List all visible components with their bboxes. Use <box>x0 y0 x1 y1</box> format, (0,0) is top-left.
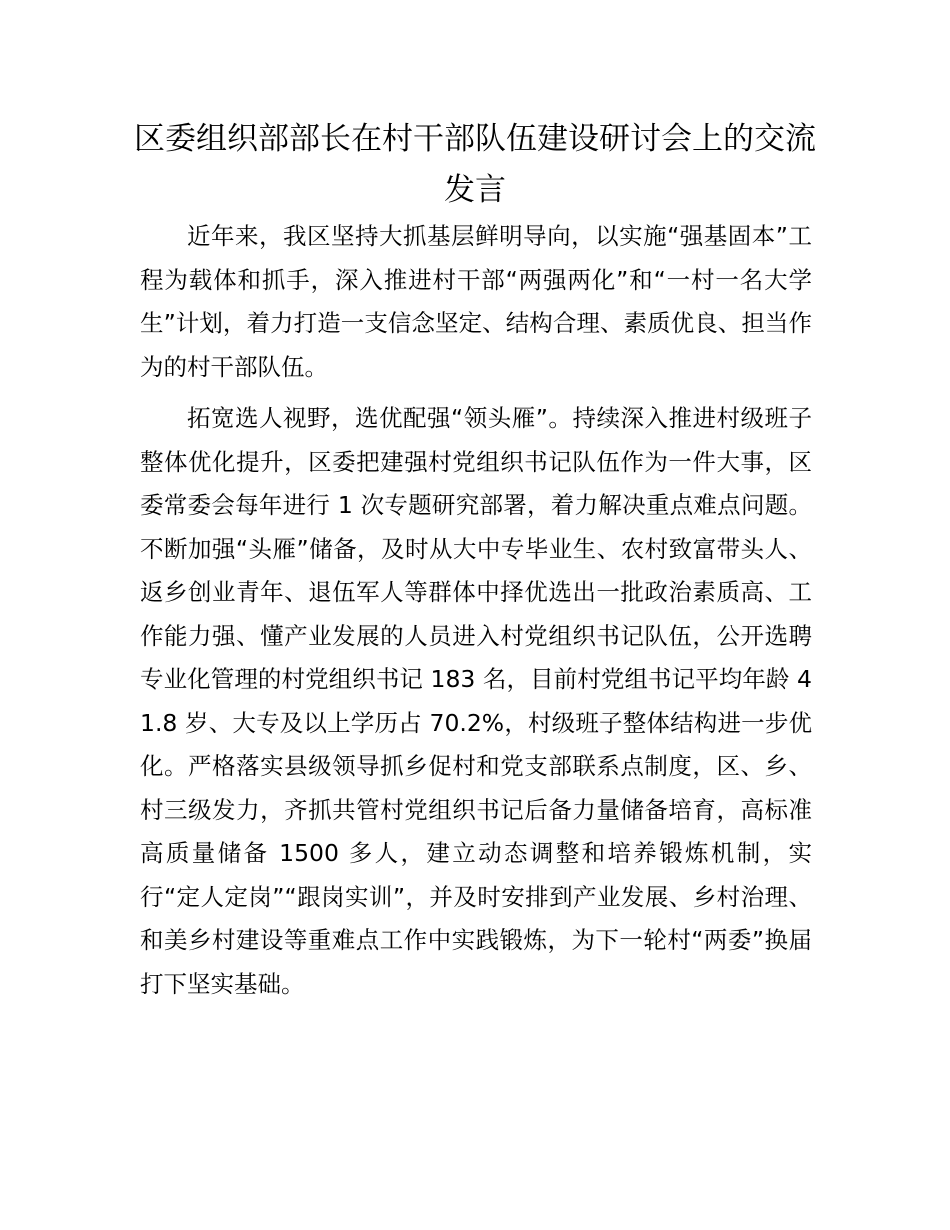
document-title: 区委组织部部长在村干部队伍建设研讨会上的交流发言 <box>134 121 816 208</box>
paragraph-leader-selection: 拓宽选人视野，选优配强“领头雁”。持续深入推进村级班子整体优化提升，区委把建强村党组织书记队伍作为一件大事，区委常委会每年进行 1 次专题研究部署，着力解决重点难点问题。不断加强“头雁”储备，及时从大中专毕业生、农村致富带头人、返乡创业青年、退伍军人等群体中择优选出一批政治素质高、工作能力强、懂产业发展的人员进入村党组织书记队伍，公开选聘专业化管理的村党组织书记 183 名，目前村党组书记平均年龄 41.8 岁、大专及以上学历占 70.2%，村级班子整体结构进一步优化。严格落实县级领导抓乡促村和党支部联系点制度，区、乡、村三级发力，齐抓共管村党组织书记后备力量储备培育，高标准高质量储备 1500 多人，建立动态调整和培养锻炼机制，实行“定人定岗”“跟岗实训”，并及时安排到产业发展、乡村治理、和美乡村建设等重难点工作中实践锻炼，为下一轮村“两委”换届打下坚实基础。 <box>140 404 812 998</box>
document-body <box>140 215 812 1006</box>
paragraph-intro: 近年来，我区坚持大抓基层鲜明导向，以实施“强基固本”工程为载体和抓手，深入推进村干部“两强两化”和“一村一名大学生”计划，着力打造一支信念坚定、结构合理、素质优良、担当作为的村干部队伍。 <box>140 222 812 381</box>
